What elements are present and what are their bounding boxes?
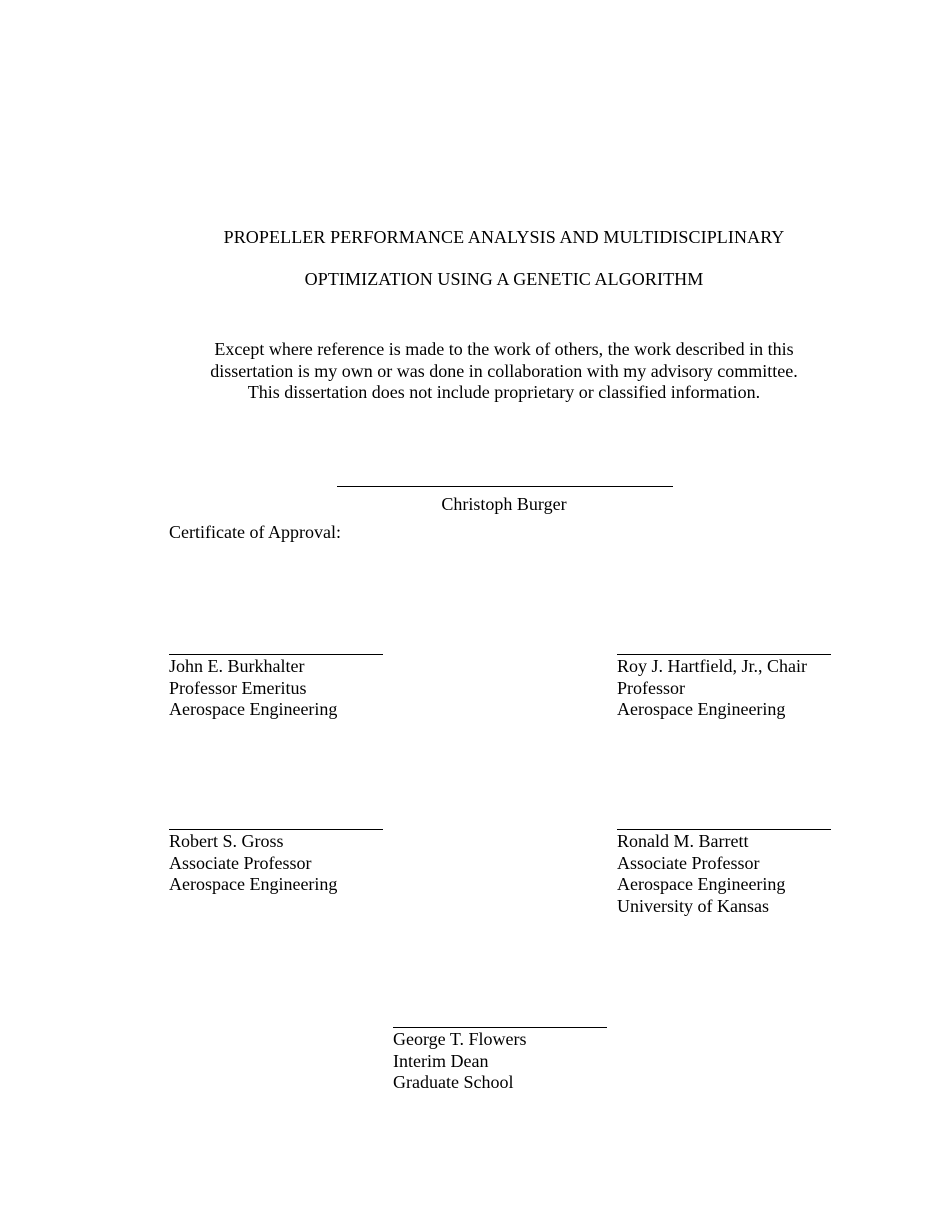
signatory-title: Associate Professor xyxy=(169,852,312,873)
statement-line-1: Except where reference is made to the work of others, the work described in this xyxy=(214,339,794,359)
signature-line xyxy=(169,829,383,830)
signature-block-hartfield xyxy=(617,654,831,721)
signatory-name: Ronald M. Barrett xyxy=(617,831,749,851)
signature-line xyxy=(617,829,831,830)
author-name: Christoph Burger xyxy=(441,494,567,514)
signature-block-gross xyxy=(169,829,383,896)
signatory-department: Aerospace Engineering xyxy=(617,874,786,894)
statement-line-3: This dissertation does not include proprietary or classified information. xyxy=(247,382,761,402)
signatory-department: Aerospace Engineering xyxy=(617,699,786,719)
signatory-title: Professor Emeritus xyxy=(169,677,307,698)
title-line-1: PROPELLER PERFORMANCE ANALYSIS AND MULTIDISCIPLINARY xyxy=(223,227,785,247)
author-signature-line xyxy=(337,486,673,487)
signature-line xyxy=(393,1027,607,1028)
title-line-2: OPTIMIZATION USING A GENETIC ALGORITHM xyxy=(304,269,704,289)
signatory-institution: University of Kansas xyxy=(617,895,769,916)
certificate-of-approval-label: Certificate of Approval: xyxy=(169,522,341,542)
signatory-name: John E. Burkhalter xyxy=(169,656,305,676)
statement-line-2: dissertation is my own or was done in collaboration with my advisory committee. xyxy=(210,360,798,381)
originality-statement xyxy=(0,339,952,404)
signatory-title: Interim Dean xyxy=(393,1050,489,1071)
signatory-department: Graduate School xyxy=(393,1072,514,1092)
signatory-name: Robert S. Gross xyxy=(169,831,284,851)
signatory-name: George T. Flowers xyxy=(393,1029,527,1049)
signatory-name: Roy J. Hartfield, Jr., Chair xyxy=(617,656,807,676)
signatory-department: Aerospace Engineering xyxy=(169,699,338,719)
signature-line xyxy=(617,654,831,655)
signature-block-flowers xyxy=(393,1027,607,1094)
signatory-title: Associate Professor xyxy=(617,852,760,873)
signatory-department: Aerospace Engineering xyxy=(169,874,338,894)
signature-block-barrett xyxy=(617,829,831,917)
signature-block-burkhalter xyxy=(169,654,383,721)
signature-line xyxy=(169,654,383,655)
signatory-title: Professor xyxy=(617,677,685,698)
